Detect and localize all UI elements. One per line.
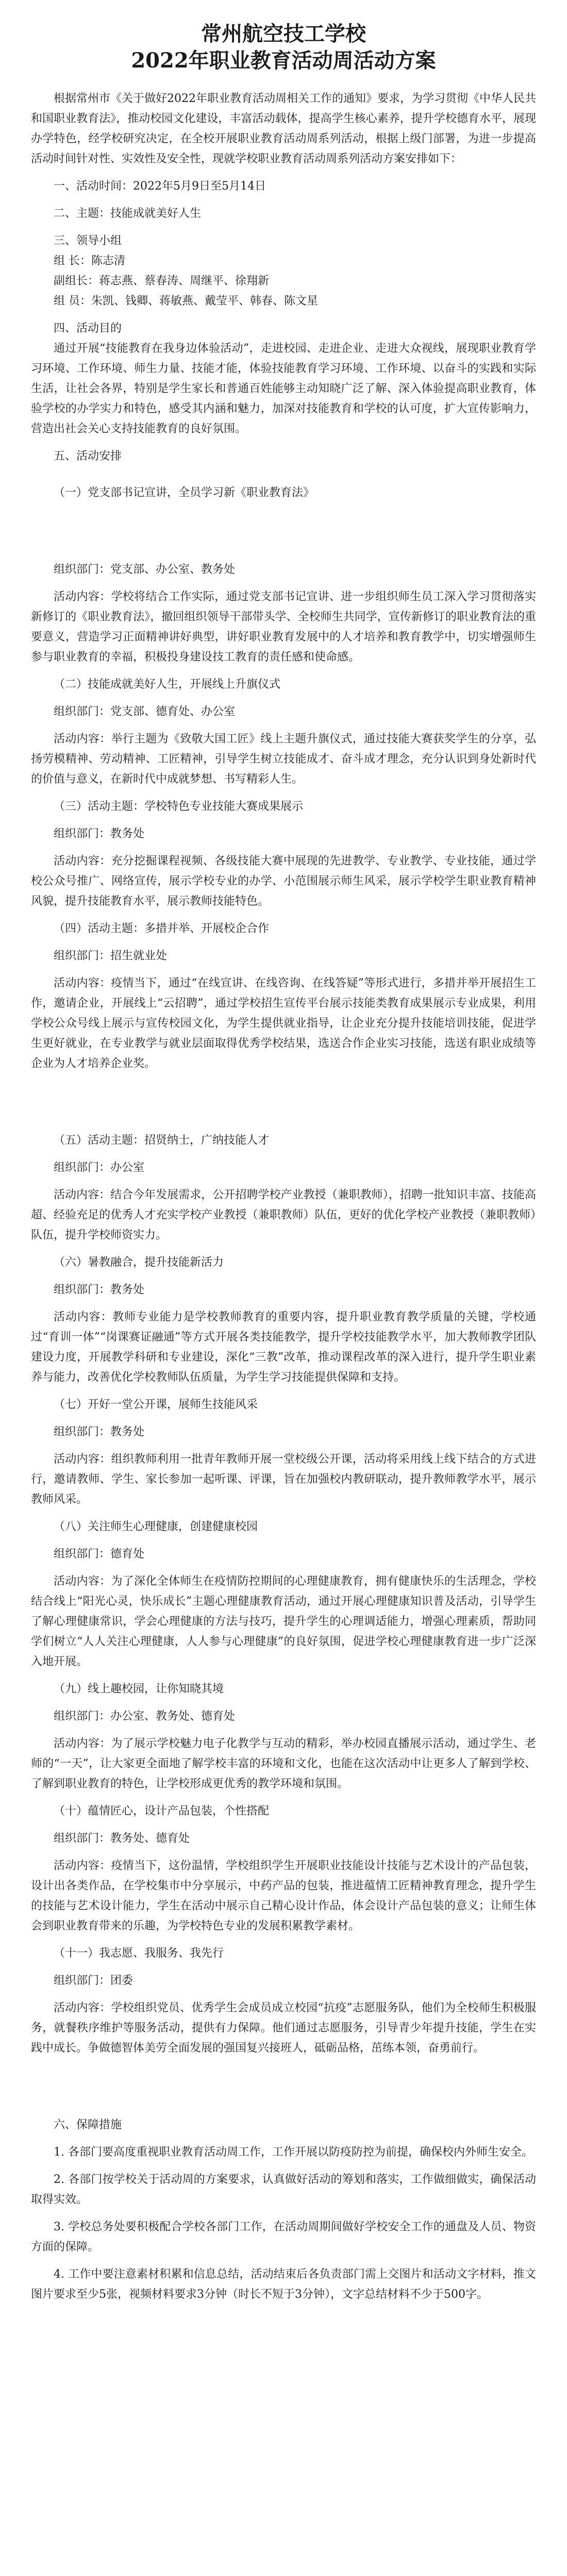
activity-heading: （七）开好一堂公开课，展师生技能风采 bbox=[54, 1398, 258, 1411]
activity-org: 组织部门：办公室 bbox=[54, 1161, 145, 1174]
guarantee-item: 4. 工作中要注意素材积累和信息总结，活动结束后各负责部门需上交图片和活动文字材料，推文图片要求至少5张，视频材料要求3分钟（时长不短于3分钟），文字总结材料不少于500字。 bbox=[31, 2268, 536, 2301]
section-guarantee: 六、保障措施 bbox=[54, 2119, 122, 2131]
guarantee-item: 1. 各部门要高度重视职业教育活动周工作，工作开展以防疫防控为前提，确保校内外师生安全。 bbox=[54, 2146, 533, 2159]
activity-content: 活动内容：为了深化全体师生在疫情防控期间的心理健康教育，拥有健康快乐的生活理念，学校结合线上“阳光心灵，快乐成长”主题心理健康教育活动，通过开展心理健康知识普及活动，引导学生了解心理健康常识，学会心理健康的方法与技巧，提升学生的心理调适能力，增强心理素质，帮助同学们树立“人人关注心理健康，人人参与心理健康”的良好氛围，促进学校心理健康教育进一步广泛深入地开展。 bbox=[31, 1575, 536, 1668]
activity-content: 活动内容：教师专业能力是学校教师教育的重要内容，提升职业教育教学质量的关键，学校通过“育训一体”“岗课赛证融通”等方式开展各类技能教学，提升学校技能教学水平，加大教师教学团队建设力度，开展教学科研和专业建设，深化“三教”改革，推动课程改革的深入进行，提升学生职业素养与能力，改善优化学校教师队伍质量，为学生学习技能提供保障和支持。 bbox=[31, 1311, 536, 1384]
activity-heading: （十）蕴情匠心，设计产品包装，个性搭配 bbox=[54, 1805, 270, 1818]
purpose-paragraph: 通过开展“技能教育在我身边体验活动”，走进校园、走进企业、走进大众视线，展现职业教育学习环境、工作环境、师生力量、技能才能，体验技能教育学习环境、工作环境、以奋斗的实践和实际生活，让社会各界，特别是学生家长和普通百姓能够主动知晓广泛了解、深入体验提高职业教育，体验学校的办学实力和特色，感受其内涵和魅力，加深对技能教育和学校的认可度，扩大宣传影响力，营造出社会关心支持技能教育的良好氛围。 bbox=[31, 342, 536, 435]
activity-content: 活动内容：结合今年发展需求，公开招聘学校产业教授（兼职教师），招聘一批知识丰富、技能高超、经验充足的优秀人才充实学校产业教授（兼职教师）队伍，更好的优化学校产业教授（兼职教师）队伍，提升学校师资实力。 bbox=[31, 1189, 536, 1242]
activity-heading: （四）活动主题：多措并举、开展校企合作 bbox=[54, 922, 270, 935]
members-line: 组 员：朱凯、钱卿、蒋敏燕、戴莹平、韩春、陈文星 bbox=[54, 295, 318, 308]
activity-heading: （九）线上趣校园，让你知晓其境 bbox=[54, 1683, 224, 1696]
guarantee-item: 2. 各部门按学校关于活动周的方案要求，认真做好活动的筹划和落实，工作做细做实，确保活动取得实效。 bbox=[31, 2173, 536, 2206]
activity-org: 组织部门：教务处 bbox=[54, 827, 145, 840]
activity-org: 组织部门：党支部、德育处、办公室 bbox=[54, 705, 236, 718]
guarantee-item: 3. 学校总务处要积极配合学校各部门工作，在活动周期间做好学校安全工作的通盘及人员、物资方面的保障。 bbox=[31, 2221, 536, 2253]
activity-content: 活动内容：学校组织党员、优秀学生会成员成立校园“抗疫”志愿服务队，他们为全校师生积极服务，就餐秩序维护等服务活动，提供有力保障。他们通过志愿服务，引导青少年提升技能，学生在实践中成长。争做德智体美劳全面发展的强国复兴接班人，砥砺品格，茁练本领，奋勇前行。 bbox=[31, 2002, 536, 2055]
activity-content: 活动内容：组织教师利用一批青年教师开展一堂校级公开课，活动将采用线上线下结合的方式进行，邀请教师、学生、家长参加一起听课、评课，旨在加强校内教研联动，提升教师教学水平，展示教师风采。 bbox=[31, 1453, 536, 1506]
activity-content: 活动内容：学校将结合工作实际，通过党支部书记宣讲、进一步组织师生员工深入学习贯彻落实新修订的《职业教育法》，撤回组织领导干部带头学、全校师生共同学，宣传新修订的职业教育法的重要意义，营造学习正面精神讲好典型，讲好职业教育发展中的人才培养和教育教学中，切实增强师生参与职业教育的幸福，积极投身建设技工教育的责任感和使命感。 bbox=[31, 590, 536, 664]
activity-heading: （十一）我志愿、我服务、我先行 bbox=[54, 1947, 224, 1960]
activity-org: 组织部门：教务处 bbox=[54, 1426, 145, 1438]
activity-heading: （三）活动主题：学校特色专业技能大赛成果展示 bbox=[54, 800, 304, 813]
activity-org: 组织部门：党支部、办公室、教务处 bbox=[54, 563, 236, 576]
activity-heading: （五）活动主题：招贤纳士，广纳技能人才 bbox=[54, 1134, 270, 1147]
section-arrangement: 五、活动安排 bbox=[54, 450, 122, 463]
activity-heading: （二）技能成就美好人生，开展线上升旗仪式 bbox=[54, 678, 281, 691]
activity-content: 活动内容：举行主题为《致敬大国工匠》线上主题升旗仪式，通过技能大赛获奖学生的分享，弘扬劳模精神、劳动精神、工匠精神，引导学生树立技能成才、奋斗成才理念，充分认识到身处新时代的价值与意义，在新时代中成就梦想、书写精彩人生。 bbox=[31, 733, 536, 786]
intro-paragraph: 根据常州市《关于做好2022年职业教育活动周相关工作的通知》要求，为学习贯彻《中华人民共和国职业教育法》，推动校园文化建设，丰富活动载体，提高学生核心素养，提升学校德育水平，展现办学特色，经学校研究决定，在全校开展职业教育活动周系列活动，根据上级门部署，为进一步提高活动时间针对性、实效性及安全性，现就学校职业教育活动周系列活动方案安排如下： bbox=[31, 92, 536, 165]
activity-org: 组织部门：办公室、教务处、德育处 bbox=[54, 1710, 236, 1723]
school-name: 常州航空技工学校 bbox=[201, 22, 366, 46]
section-purpose: 四、活动目的 bbox=[54, 322, 122, 335]
section-theme: 二、主题：技能成就美好人生 bbox=[54, 207, 202, 220]
section-leadership: 三、领导小组 bbox=[54, 234, 122, 247]
section-time: 一、活动时间：2022年5月9日至5月14日 bbox=[54, 180, 266, 193]
deputy-line: 副组长：蒋志燕、蔡春涛、周继平、徐翔新 bbox=[54, 275, 270, 287]
activity-content: 活动内容：充分挖掘课程视频、各级技能大赛中展现的先进教学、专业教学、专业技能，通过学校公众号推广、网络宣传，展示学校专业的办学、小范围展示师生风采，展示学校学生职业教育精神风貌，提升技能教育水平，展示教师技能特色。 bbox=[31, 855, 536, 908]
activity-org: 组织部门：团委 bbox=[54, 1974, 134, 1987]
activity-content: 活动内容：疫情当下，通过“在线宣讲、在线咨询、在线答疑”等形式进行，多措并举开展招生工作，邀请企业，开展线上“云招聘”，通过学校招生宣传平台展示技能类教育成果展示专业成果，利用学校公众号线上展示与宣传校园文化，为学生提供就业指导，让企业充分提升技能培训技能，促进学生更好就业，在专业教学与就业层面取得优秀学校结果，选送合作企业实习技能，选送有职业成绩等企业为人才培养企业奖。 bbox=[31, 977, 536, 1070]
activity-heading: （六）暑教融合，提升技能新活力 bbox=[54, 1256, 224, 1269]
activity-org: 组织部门：教务处 bbox=[54, 1283, 145, 1296]
activity-content: 活动内容：疫情当下，这份温情，学校组织学生开展职业技能设计技能与艺术设计的产品包装，设计出各类作品，在学校集市中分享展示，中药产品的包装，推进蕴情工匠精神教育理念，提升学生的技能与艺术设计能力，学生在活动中展示自己精心设计作品，体会设计产品包装的意义；让师生体会到职业教育带来的乐趣，为学校特色专业的发展积累教学素材。 bbox=[31, 1859, 536, 1933]
activity-heading: （一）党支部书记宣讲，全员学习新《职业教育法》 bbox=[54, 486, 315, 499]
document-title: 2022年职业教育活动周活动方案 bbox=[131, 48, 436, 73]
activity-org: 组织部门：招生就业处 bbox=[54, 950, 168, 962]
leader-line: 组 长：陈志清 bbox=[54, 255, 125, 267]
activity-org: 组织部门：德育处 bbox=[54, 1548, 145, 1561]
activity-content: 活动内容：为了展示学校魅力电子化教学与互动的精彩，举办校园直播展示活动，通过学生、老师的“一天”，让大家更全面地了解学校丰富的环境和文化，也能在这次活动中让更多人了解到学校、了解到职业教育的特色，让学校形成更优秀的教学环境和氛围。 bbox=[31, 1737, 536, 1790]
activity-heading: （八）关注师生心理健康，创建健康校园 bbox=[54, 1520, 258, 1533]
activity-org: 组织部门：教务处、德育处 bbox=[54, 1832, 190, 1845]
